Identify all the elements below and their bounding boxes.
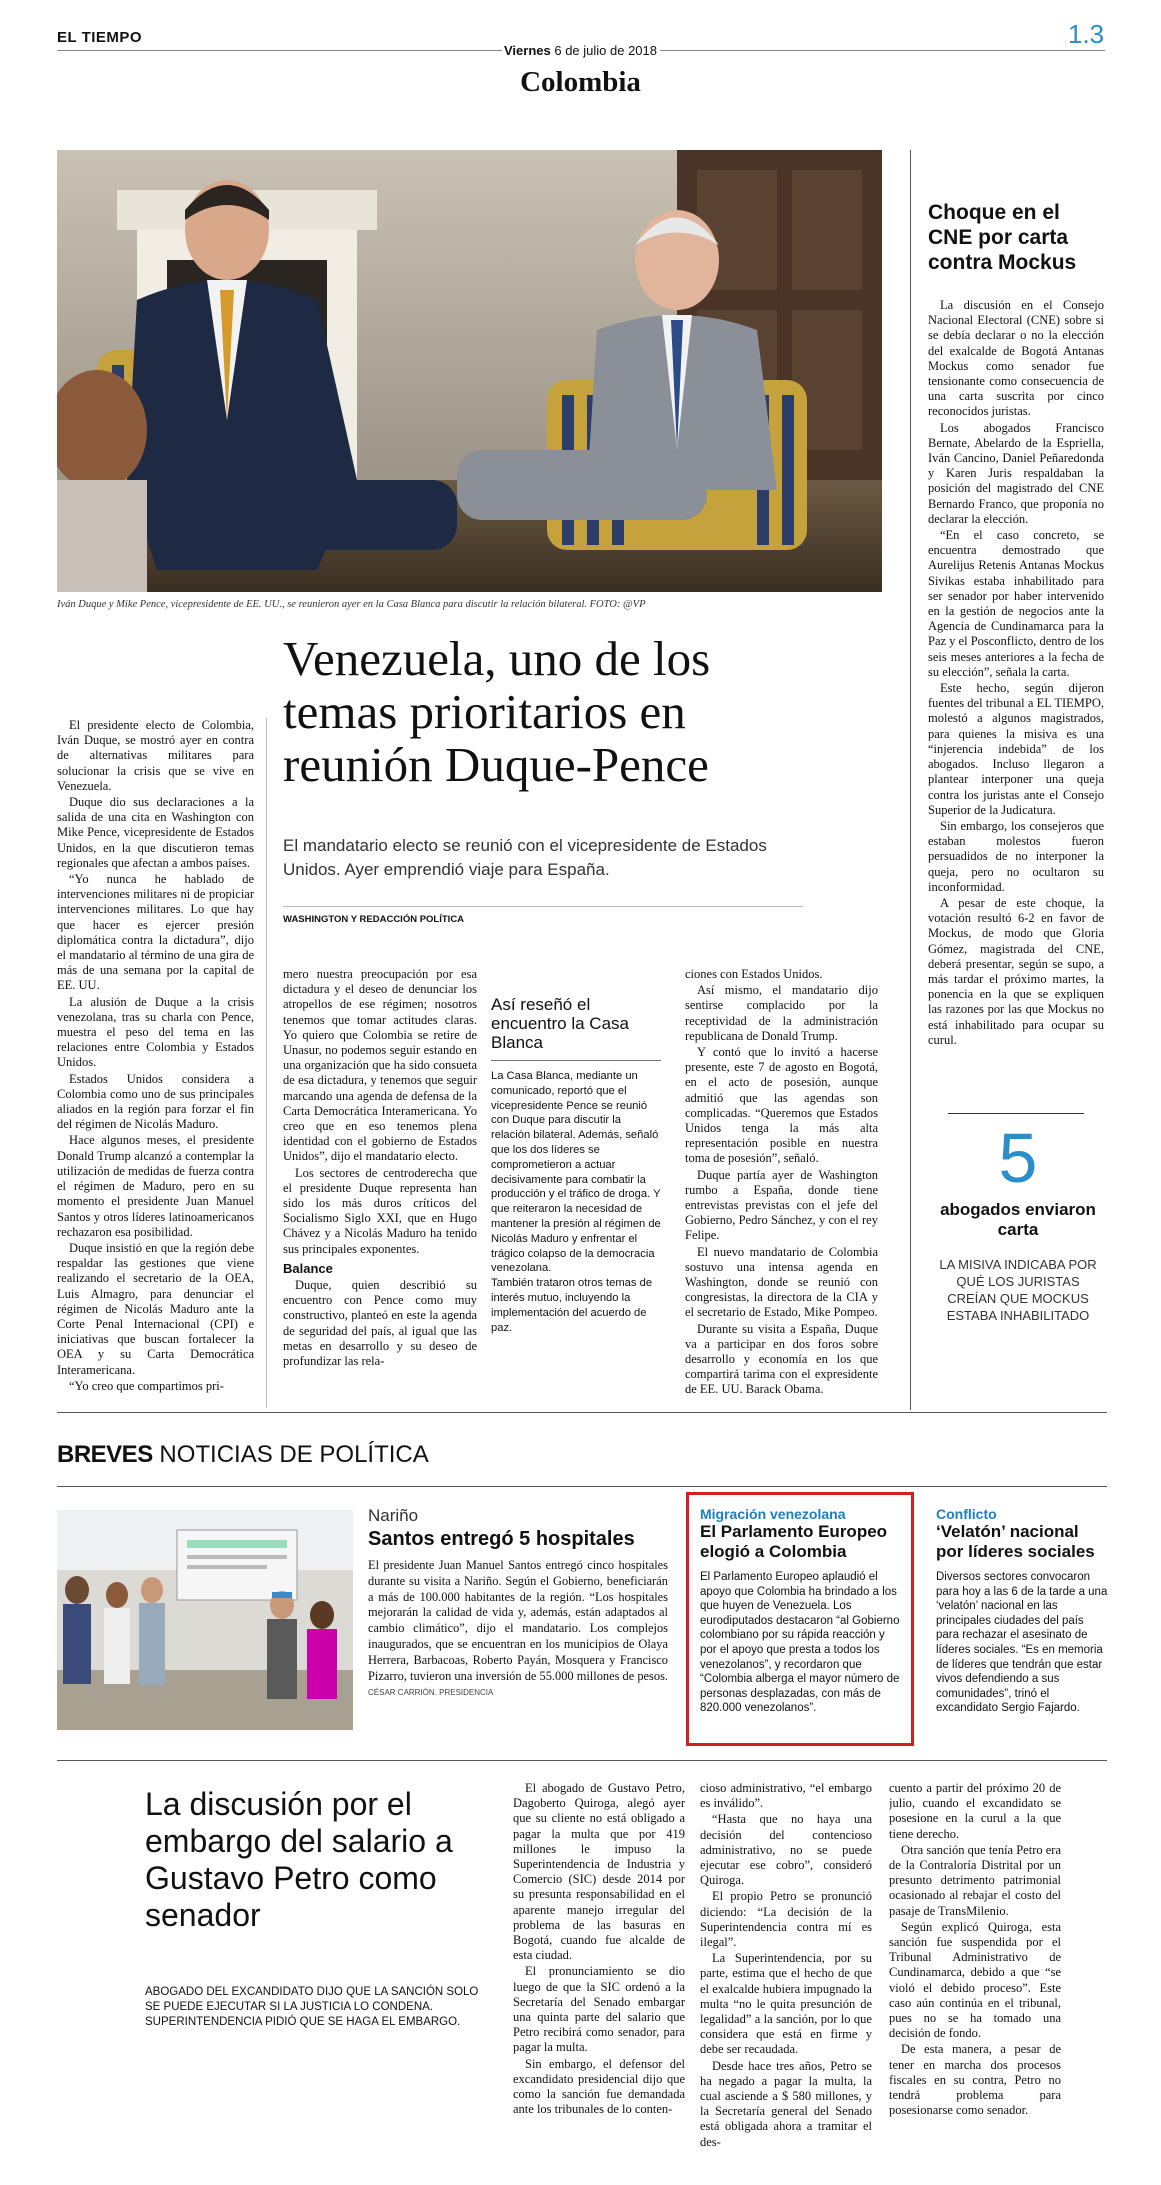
petro-col2-p: “Hasta que no haya una decisión del contencioso administrativo, no se puede ejecutar ese cobro”, consideró Quiroga.: [700, 1812, 872, 1888]
petro-col1: [513, 1781, 685, 2181]
col2-subhead: Balance: [283, 1260, 333, 1276]
main-story-col1: [57, 718, 254, 1408]
breve-item-3: [936, 1506, 1108, 1716]
breve-2-headline: El Parlamento Europeo elogió a Colombia: [700, 1522, 888, 1561]
breves-rule-bottom: [57, 1760, 1107, 1761]
breve-1-body-text: El presidente Juan Manuel Santos entregó cinco hospitales durante su visita a Nariño. Según el Gobierno, beneficiarán a más de 100.000 habitantes de la región. “Los hospitales mejorarán la calidad de vida y, además, están adaptados al cambio climático”, dijo el mandatario. Los complejos inaugurados, que se encuentran en los municipios de Olaya Herrera, Barbacoas, Roberto Payán, Mosquera y Francisco Pizarro, tuvieron una inversión de 55.000 millones de pesos.: [368, 1558, 668, 1683]
stat-caption: LA MISIVA INDICABA POR QUÉ LOS JURISTAS CREÍAN QUE MOCKUS ESTABA INHABILITADO: [939, 1257, 1097, 1323]
sidebar-text: La Casa Blanca, mediante un comunicado, reportó que el vicepresidente Pence se reunió con Duque para discutir la relación bilateral. Además, señaló que los dos líderes se comprometieron a actuar decisivamente para combatir la producción y el tráfico de droga. Y que reiteraron la necesidad de mantener la presión al régimen de Nicolás Maduro y enfrentar el trágico colapso de la democracia venezolana.: [491, 1070, 661, 1275]
breve-2-body: El Parlamento Europeo aplaudió el apoyo que Colombia ha brindado a los que huyen de Venezuela. Los eurodiputados destacaron “al Gobierno colombiano por su rápida reacción y por el apoyo que presta a todos los venezolanos”, y recordaron que “Colombia alberga el mayor número de personas desplazadas, con más de 820.000 venezolanos”.: [700, 1571, 900, 1715]
photo-caption: Iván Duque y Mike Pence, vicepresidente de EE. UU., se reunieron ayer en la Casa Blanca para discutir la relación bilateral. FOTO: @VP: [57, 599, 646, 610]
main-story-col4: [685, 967, 878, 1407]
petro-col1-p: El pronunciamiento se dio luego de que la SIC ordenó a la Secretaría del Senado embargar una quinta parte del salario que Petro recibirá como senador, para pagar la multa.: [513, 1964, 685, 2055]
right-p: “En el caso concreto, se encuentra demostrado que Aurelijus Retenis Antanas Mockus Sivikas estaba inhabilitado para ser senador por haber intervenido en la gestión de negocios ante la Agencia de Cundinamarca para la Paz y el Posconflicto, dentro de los seis meses anteriores a la fecha de su elección”, señala la carta.: [928, 528, 1104, 679]
petro-col2-p: La Superintendencia, por su parte, estima que el hecho de que el exalcalde hubiera impugnado la multa “no le quita presunción de legalidad” a la sanción, por lo que considera que está en firme y debe ser recaudada.: [700, 1951, 872, 2057]
brand-name: EL TIEMPO: [57, 29, 143, 46]
main-story-col2: [283, 967, 477, 1407]
right-p: Sin embargo, los consejeros que estaban molestos fueron persuadidos de no interponer la queja, pero no ocultaron su inconformidad.: [928, 818, 1104, 894]
right-headline: Choque en el CNE por carta contra Mockus: [928, 201, 1077, 274]
breve-item-1: [368, 1506, 668, 1701]
breve-3-kicker: Conflicto: [936, 1506, 997, 1522]
date-rest: 6 de julio de 2018: [554, 43, 658, 58]
right-p: A pesar de este choque, la votación resultó 6-2 en favor de Mockus, de modo que Gloria Gómez, magistrada del CNE, deberá presentar, según se supo, a más tardar el próximo martes, la ponencia en la que se expliquen las razones por las que Mockus no está inhabilitado para ocupar su curul.: [928, 895, 1104, 1047]
col1-p: Duque dio sus declaraciones a la salida de una cita en Washington con Mike Pence, vicepresidente de Estados Unidos, en la que discutieron temas regionales que afectan a ambos países.: [57, 795, 254, 870]
byline-rule: [283, 906, 803, 907]
col4-p: Duque partía ayer de Washington rumbo a España, donde tiene entrevistas previstas con el jefe del Gobierno, Pedro Sánchez, y con el rey Felipe.: [685, 1167, 878, 1243]
col4-p: El nuevo mandatario de Colombia sostuvo una intensa agenda en Washington, donde se reunió con congresistas, la directora de la CIA y el secretario de Estado, Mike Pompeo.: [685, 1244, 878, 1320]
breve-item-2: [700, 1506, 900, 1716]
col2-p: mero nuestra preocupación por esa dictadura y el deseo de denunciar los atropellos de ese régimen; nosotros tenemos que tomar actitudes claras. Yo quiero que Colombia se retire de Unasur, no podemos seguir estando en una organización que ha sido consueta de esa dictadura, y tenemos que seguir marcando una agenda de defensa de la Carta Democrática Interamericana. Yo creo que en eso tenemos plena identidad con el gobierno de Estados Unidos”, dijo el mandatario electo.: [283, 967, 477, 1164]
col1-p: “Yo creo que compartimos pri-: [69, 1378, 224, 1393]
breve-1-credit: CÉSAR CARRIÓN. PRESIDENCIA: [368, 1688, 494, 1698]
col1-p: “Yo nunca he hablado de intervenciones militares ni de propiciar intervenciones militares. Lo que hay que hacer es ejercer presión diplomática contra la dictadura”, dijo el mandatario al término de una gira de más de una semana por la capital de EE. UU.: [57, 872, 254, 993]
hospital-photo: [57, 1510, 353, 1730]
breves-label-bold: BREVES: [57, 1441, 153, 1468]
col1-p: Estados Unidos considera a Colombia como uno de sus principales aliados en la región para forzar el fin del régimen de Nicolás Maduro.: [57, 1071, 254, 1132]
col1-p: Hace algunos meses, el presidente Donald Trump alcanzó a contemplar la utilización de medidas de fuerza contra el régimen de Maduro, pero en su momento el presidente Juan Manuel Santos y otros líderes latinoamericanos rechazaron esa posibilidad.: [57, 1133, 254, 1239]
col1-divider: [266, 718, 267, 1408]
petro-col3-p: Según explicó Quiroga, esta sanción fue suspendida por el Tribunal Administrativo de Cundinamarca, debido a que “se violó el debido proceso”. Este caso aún continúa en el tribunal, pues no se ha tomado una decisión de fondo.: [889, 1919, 1061, 2041]
date-day: Viernes: [503, 43, 551, 58]
duque-pence-photo: [57, 150, 882, 592]
masthead-rule-right: [660, 50, 1105, 51]
col4-p: Y contó que lo invitó a hacerse presente, este 7 de agosto en Bogotá, en el acto de posesión, aunque admitió que las agendas son complicadas. “Queremos que Estados Unidos tenga la más alta representación posible en nuestra toma de posesión”, señaló.: [685, 1045, 878, 1166]
right-story-text: [928, 298, 1104, 1098]
right-column-divider: [910, 150, 911, 1410]
breves-rule-top: [57, 1412, 1107, 1413]
petro-headline: La discusión por el embargo del salario a Gustavo Petro como senador: [145, 1786, 453, 1933]
col1-p: Duque insistió en que la región debe respaldar las gestiones que viene realizando el secretario de la OEA, Luis Almagro, para denunciar el régimen de Nicolás Maduro ante la Corte Penal Internacional (CPI) e iniciativas que buscan fortalecer la OEA y su Carta Democrática Interamericana.: [57, 1240, 254, 1377]
breve-1-body: [368, 1558, 668, 1701]
right-p: La discusión en el Consejo Nacional Electoral (CNE) sobre si se debía declarar o no la elección del exalcalde de Bogotá Antanas Mockus como senador fue tensionante como consecuencia de una carta suscrita por cinco reconocidos juristas.: [928, 298, 1104, 419]
breves-label-rest: NOTICIAS DE POLÍTICA: [159, 1441, 429, 1468]
masthead-rule: [57, 50, 502, 51]
petro-dek: ABOGADO DEL EXCANDIDATO DIJO QUE LA SANCIÓN SOLO SE PUEDE EJECUTAR SI LA JUSTICIA LO CONDENA. SUPERINTENDENCIA PIDIÓ QUE SE HAGA EL EMBARGO.: [145, 1986, 479, 2028]
col4-p: ciones con Estados Unidos.: [685, 967, 823, 981]
stat-number: 5: [998, 1119, 1038, 1197]
petro-col3-p: De esta manera, a pesar de tener en marcha dos procesos fiscales en su contra, Petro no tendrá problema para posesionarse como senador.: [889, 2042, 1061, 2118]
breve-1-kicker: Nariño: [368, 1506, 419, 1525]
main-subheadline: El mandatario electo se reunió con el vicepresidente de Estados Unidos. Ayer emprendió viaje para España.: [283, 836, 767, 879]
breves-rule: [57, 1486, 1107, 1487]
petro-col2-p: El propio Petro se pronunció diciendo: “La decisión de la Superintendencia contra mí es ilegal”.: [700, 1889, 872, 1950]
col1-p: El presidente electo de Colombia, Iván Duque, se mostró ayer en contra de alternativas militares para solucionar la crisis que se vive en Venezuela.: [57, 718, 254, 793]
main-byline: WASHINGTON Y REDACCIÓN POLÍTICA: [283, 914, 465, 925]
petro-col1-p: Sin embargo, el defensor del excandidato presidencial dijo que como la sanción fue demandada ante los tribunales de lo conten-: [513, 2056, 685, 2117]
petro-col3-p: Otra sanción que tenía Petro era de la Contraloría Distrital por un presunto detrimento patrimonial ocasionado al rebajar el costo del pasaje de TransMilenio.: [889, 1842, 1061, 1918]
breve-3-body: Diversos sectores convocaron para hoy a las 6 de la tarde a una ‘velatón’ nacional en las principales ciudades del país para rechazar el asesinato de líderes sociales. “Es en memoria de líderes que tendrán que estar vivos defendiendo a sus comunidades”, trinó el excandidato Sergio Fajardo.: [936, 1571, 1108, 1715]
col2-p: Duque, quien describió su encuentro con Pence como muy constructivo, planteó en este la agenda de seguridad del país, al igual que las metas en desarrollo y su deseo de profundizar las rela-: [283, 1278, 477, 1369]
stat-rule: [948, 1113, 1084, 1114]
sidebar-title: Así reseñó el encuentro la Casa Blanca: [491, 995, 661, 1061]
page-number: 1.3: [1068, 19, 1105, 49]
petro-col1-p: El abogado de Gustavo Petro, Dagoberto Quiroga, alegó ayer que su cliente no está obligado a pagar la multa que por 419 millones le impuso la Superintendencia de Industria y Comercio (SIC) desde 2014 por su presunta responsabilidad en el aparente manejo irregular del problema de las basuras en Bogotá, cuando fue alcalde de esta ciudad.: [513, 1781, 685, 1963]
petro-col2-p: Desde hace tres años, Petro se ha negado a pagar la multa, la cual asciende a $ 580 millones, y la Secretaría general del Senado está obligada ahora a tramitar el des-: [700, 2058, 872, 2149]
col4-p: Durante su visita a España, Duque va a participar en dos foros sobre desarrollo y economía en los que compartirá tarima con el expresidente de EE. UU. Barack Obama.: [685, 1321, 878, 1397]
breve-3-headline: ‘Velatón’ nacional por líderes sociales: [936, 1522, 1095, 1561]
stat-label: abogados enviaron carta: [940, 1200, 1096, 1239]
right-p: Los abogados Francisco Bernate, Abelardo de la Espriella, Iván Cancino, Daniel Peñaredonda y Karen Juris respaldaban la posición del magistrado del CNE Bernardo Franco, que proponía no declarar la elección.: [928, 420, 1104, 526]
main-headline: Venezuela, uno de los temas prioritarios en reunión Duque-Pence: [283, 631, 711, 792]
sidebar-text-2: También trataron otros temas de interés mutuo, incluyendo la implementación del acuerdo de paz.: [491, 1277, 653, 1334]
section-title: Colombia: [520, 66, 641, 98]
col2-p: Los sectores de centroderecha que el presidente Duque representa han sido los más duros críticos del Socialismo Siglo XXI, que en Hugo Chávez y a Nicolás Maduro ha tenido sus principales exponentes.: [283, 1165, 477, 1256]
petro-col2-p: cioso administrativo, “el embargo es inválido”.: [700, 1781, 872, 1811]
col1-p: La alusión de Duque a la crisis venezolana, tras su charla con Pence, muestra el peso del tema en las relaciones entre Colombia y Estados Unidos.: [57, 994, 254, 1070]
right-p: Este hecho, según dijeron fuentes del tribunal a EL TIEMPO, molestó a algunos magistrados, para quienes la misiva es una “injerencia indebida” de los abogados. Incluso llegaron a plantear interponer una queja contra los juristas ante el Consejo Superior de la Judicatura.: [928, 681, 1104, 817]
petro-col3: [889, 1781, 1061, 2181]
white-house-sidebar: [491, 995, 661, 1405]
petro-col2: [700, 1781, 872, 2181]
col4-p: Así mismo, el mandatario dijo sentirse complacido por la receptividad de la administración republicana de Donald Trump.: [685, 983, 878, 1043]
breves-label: [57, 1441, 429, 1469]
breve-2-kicker: Migración venezolana: [700, 1506, 846, 1522]
petro-col3-p: cuento a partir del próximo 20 de julio, cuando el excandidato se posesione en la curul a la que tiene derecho.: [889, 1781, 1061, 1841]
breve-1-headline: Santos entregó 5 hospitales: [368, 1528, 635, 1550]
